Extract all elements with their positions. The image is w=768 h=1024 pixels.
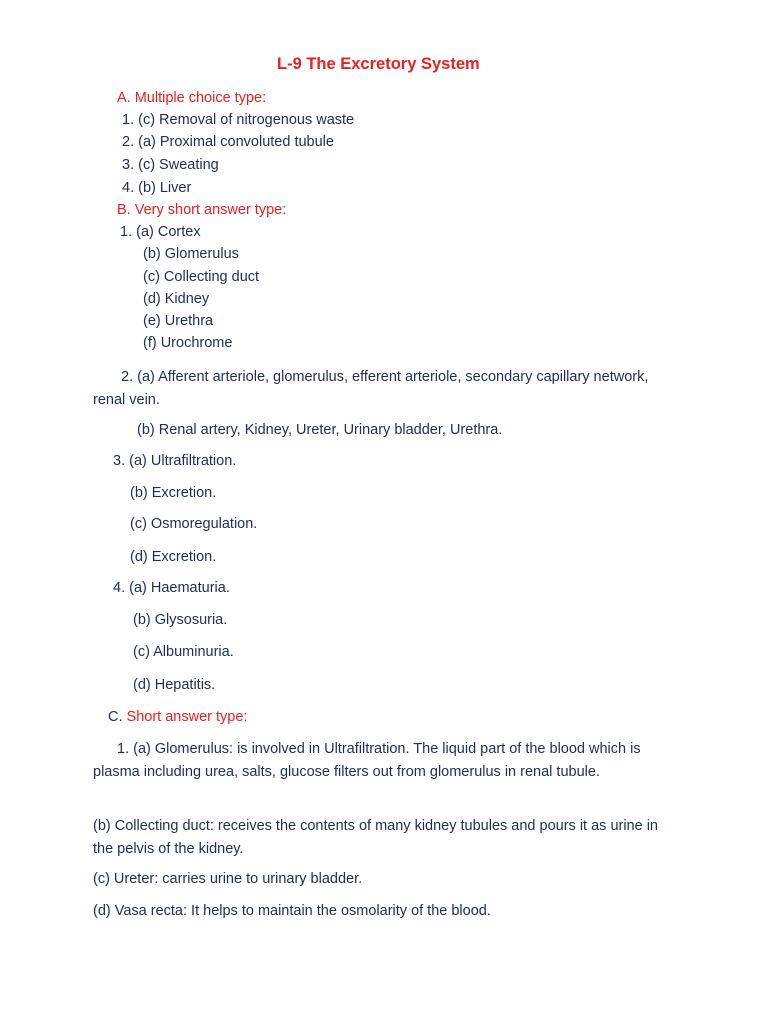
section-c-heading — [108, 708, 247, 726]
section-c-prefix: C. — [108, 709, 127, 725]
sa-answer-1a: 1. (a) Glomerulus: is involved in Ultrafiltration. The liquid part of the blood which is plasma including urea, salts, glucose filters out from glomerulus in renal tubule. — [93, 741, 641, 780]
vsa-q2-answer-a: 2. (a) Afferent arteriole, glomerulus, efferent arteriole, secondary capillary network, renal vein. — [93, 369, 649, 408]
sa-answer-1d: (d) Vasa recta: It helps to maintain the osmolarity of the blood. — [93, 903, 491, 919]
vsa-q4-answer-b: (b) Glysosuria. — [133, 612, 228, 628]
mcq-answer-3: 3. (c) Sweating — [122, 157, 219, 173]
mcq-answer-2: 2. (a) Proximal convoluted tubule — [122, 134, 334, 150]
vsa-q3-answer-c: (c) Osmoregulation. — [130, 516, 258, 532]
vsa-q1-answer-e: (e) Urethra — [143, 313, 214, 329]
section-a-heading: A. Multiple choice type: — [117, 90, 267, 106]
vsa-q3-answer-a: 3. (a) Ultrafiltration. — [113, 453, 237, 469]
vsa-q1-answer-c: (c) Collecting duct — [143, 269, 260, 285]
vsa-q4-answer-d: (d) Hepatitis. — [133, 677, 216, 693]
vsa-q2-answer-b: (b) Renal artery, Kidney, Ureter, Urinary bladder, Urethra. — [137, 422, 503, 438]
mcq-answer-1: 1. (c) Removal of nitrogenous waste — [122, 112, 355, 128]
mcq-answer-4: 4. (b) Liver — [122, 180, 192, 196]
section-b-heading: B. Very short answer type: — [117, 202, 287, 218]
sa-answer-1c: (c) Ureter: carries urine to urinary bladder. — [93, 871, 363, 887]
page-title: L-9 The Excretory System — [277, 55, 480, 73]
vsa-q1-answer-d: (d) Kidney — [143, 291, 210, 307]
vsa-q1-answer-a: 1. (a) Cortex — [120, 224, 201, 240]
vsa-q3-answer-b: (b) Excretion. — [130, 485, 217, 501]
vsa-q4-answer-a: 4. (a) Haematuria. — [113, 580, 230, 596]
vsa-q1-answer-f: (f) Urochrome — [143, 335, 233, 351]
vsa-q4-answer-c: (c) Albuminuria. — [133, 644, 234, 660]
vsa-q3-answer-d: (d) Excretion. — [130, 549, 217, 565]
vsa-q1-answer-b: (b) Glomerulus — [143, 246, 239, 262]
sa-answer-1b: (b) Collecting duct: receives the contents of many kidney tubules and pours it as urine in the pelvis of the kidney. — [93, 818, 658, 857]
section-c-label: Short answer type: — [126, 709, 248, 725]
